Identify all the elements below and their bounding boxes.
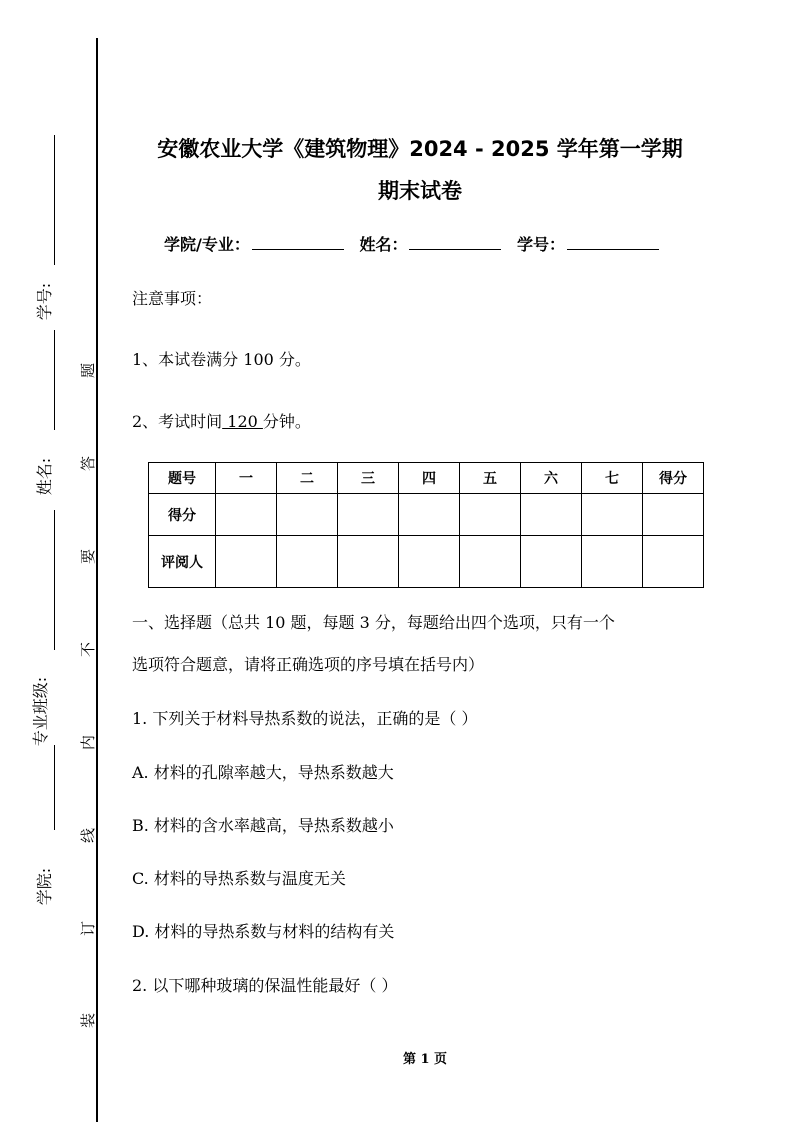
score-cell[interactable] (521, 494, 582, 536)
header-cell: 四 (399, 463, 460, 494)
seal-char: 内 (79, 734, 98, 751)
seal-char: 装 (79, 1012, 98, 1029)
row-label: 评阅人 (149, 536, 216, 588)
student-info (164, 232, 669, 255)
header-cell: 三 (338, 463, 399, 494)
score-cell[interactable] (216, 494, 277, 536)
page-number: 第 1 页 (402, 1052, 448, 1067)
college-blank[interactable] (252, 235, 344, 250)
option-b: B. 材料的含水率越高，导热系数越小 (132, 816, 394, 835)
option-d: D. 材料的导热系数与材料的结构有关 (132, 922, 395, 941)
row-label: 得分 (149, 494, 216, 536)
header-cell: 七 (582, 463, 643, 494)
option-c: C. 材料的导热系数与温度无关 (132, 869, 346, 888)
option-a: A. 材料的孔隙率越大，导热系数越大 (132, 763, 394, 782)
note-2 (132, 409, 311, 432)
note-2-text: 2、考试时间 (132, 412, 223, 431)
seal-char: 要 (79, 548, 98, 565)
exam-duration: 120 (222, 412, 263, 431)
seal-char: 题 (79, 362, 98, 379)
name-blank[interactable] (409, 235, 501, 250)
question-2: 2. 以下哪种玻璃的保温性能最好（ ） (132, 976, 398, 995)
score-cell[interactable] (582, 494, 643, 536)
exam-title: 安徽农业大学《建筑物理》2024 - 2025 学年第一学期 (157, 137, 683, 161)
reviewer-cell[interactable] (399, 536, 460, 588)
notes-heading: 注意事项： (132, 289, 213, 308)
field-student-id: 学号: (35, 282, 55, 321)
header-cell: 得分 (643, 463, 704, 494)
field-line (54, 330, 55, 430)
field-line (54, 745, 55, 830)
note-2-unit: 分钟。 (262, 412, 311, 431)
header-cell: 一 (216, 463, 277, 494)
score-cell[interactable] (643, 494, 704, 536)
seal-char: 答 (79, 455, 98, 472)
field-class: 专业班级: (31, 676, 51, 747)
reviewer-cell[interactable] (460, 536, 521, 588)
name-label: 姓名： (359, 235, 408, 254)
score-cell[interactable] (338, 494, 399, 536)
question-1: 1. 下列关于材料导热系数的说法，正确的是（ ） (132, 709, 478, 728)
header-cell: 二 (277, 463, 338, 494)
id-label: 学号： (517, 235, 566, 254)
college-label: 学院/专业： (164, 235, 250, 254)
seal-char: 线 (79, 827, 98, 844)
reviewer-cell[interactable] (216, 536, 277, 588)
score-cell[interactable] (277, 494, 338, 536)
seal-char: 订 (79, 920, 98, 937)
header-cell: 五 (460, 463, 521, 494)
field-name: 姓名: (35, 457, 55, 496)
header-cell: 六 (521, 463, 582, 494)
section-1-instructions: 选项符合题意，请将正确选项的序号填在括号内） (132, 655, 485, 674)
section-1-heading: 一、选择题（总共 10 题，每题 3 分，每题给出四个选项，只有一个 (132, 613, 615, 632)
reviewer-cell[interactable] (643, 536, 704, 588)
reviewer-cell[interactable] (338, 536, 399, 588)
id-blank[interactable] (567, 235, 659, 250)
header-cell: 题号 (149, 463, 216, 494)
seal-char: 不 (79, 641, 98, 658)
field-line (54, 510, 55, 650)
exam-subtitle: 期末试卷 (378, 179, 462, 203)
score-table (148, 462, 704, 588)
note-1: 1、本试卷满分 100 分。 (132, 350, 311, 369)
field-college: 学院: (35, 867, 55, 906)
score-cell[interactable] (399, 494, 460, 536)
reviewer-cell[interactable] (521, 536, 582, 588)
reviewer-cell[interactable] (582, 536, 643, 588)
reviewer-cell[interactable] (277, 536, 338, 588)
score-cell[interactable] (460, 494, 521, 536)
